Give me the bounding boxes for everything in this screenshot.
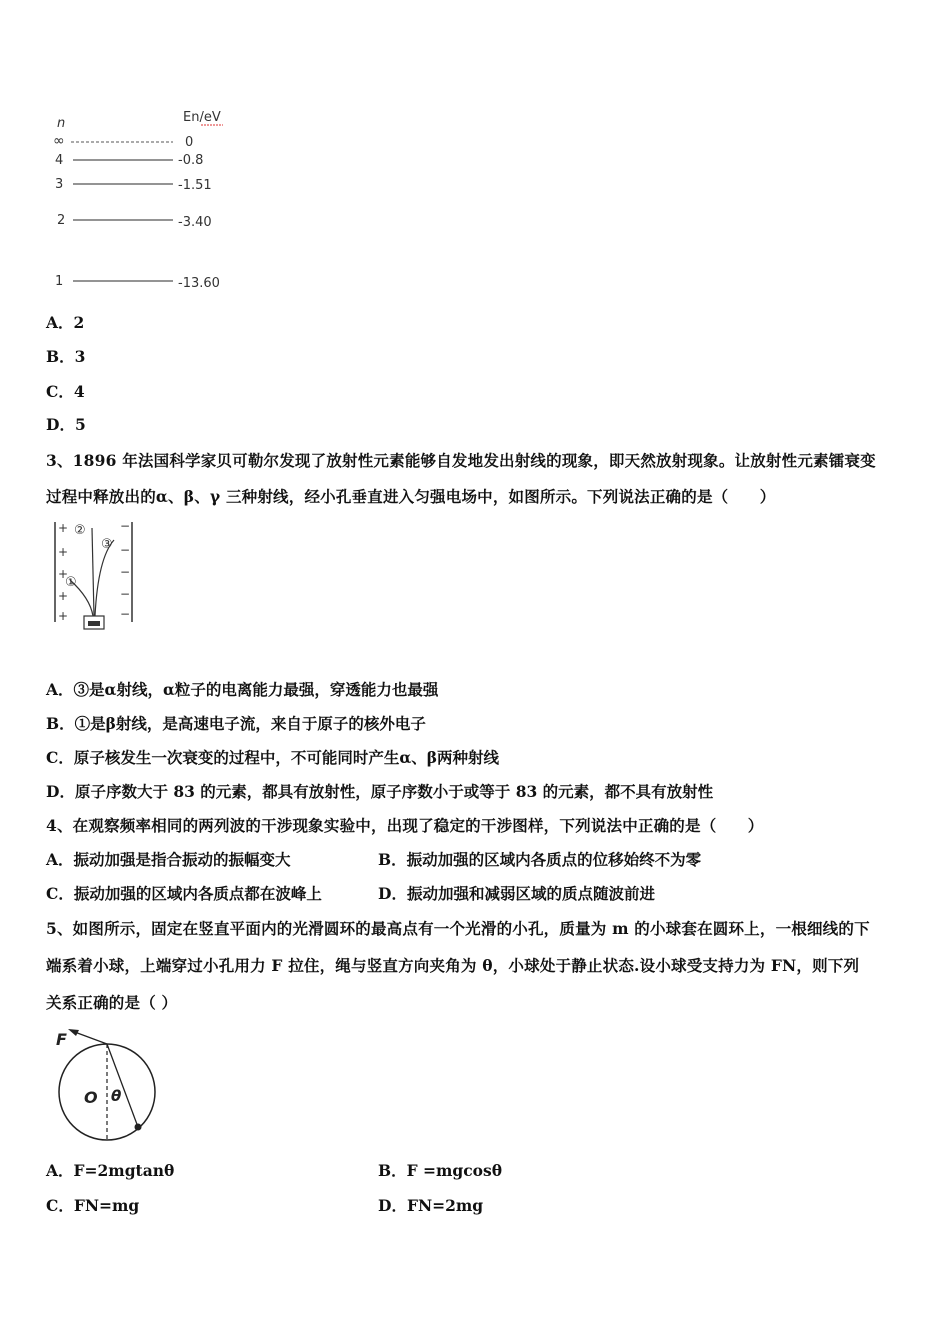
energy-axis-label: En/eV (183, 110, 221, 125)
plus-sign: + (58, 567, 69, 581)
q4-option-c: C．振动加强的区域内各质点都在波峰上 (46, 884, 322, 903)
radiation-field-diagram (48, 518, 140, 640)
plus-sign: + (58, 609, 69, 623)
level-n-4: 4 (55, 153, 64, 168)
minus-sign: − (120, 587, 131, 601)
q5-option-a: A．F=2mgtanθ (46, 1161, 175, 1180)
q2-option-d: D．5 (46, 415, 86, 434)
level-e-3: -1.51 (178, 178, 212, 193)
q2-option-b: B．3 (46, 347, 86, 366)
ray-label-2: ② (74, 523, 86, 538)
minus-sign: − (120, 519, 131, 533)
q5-stem-line3: 关系正确的是（ ） (46, 993, 178, 1012)
minus-sign: − (120, 565, 131, 579)
q5-option-d: D．FN=2mg (378, 1196, 484, 1215)
level-e-4: -0.8 (178, 153, 204, 168)
rope (107, 1044, 138, 1127)
q5-option-b: B．F =mgcosθ (378, 1161, 503, 1180)
q4-option-a: A．振动加强是指合振动的振幅变大 (46, 850, 291, 869)
q5-stem-line1: 5、如图所示，固定在竖直平面内的光滑圆环的最高点有一个光滑的小孔，质量为 m 的小球套在圆环上，一根细线的下 (46, 919, 870, 938)
ray-label-1: ① (65, 575, 77, 590)
minus-sign: − (120, 543, 131, 557)
q2-option-c: C．4 (46, 382, 85, 401)
q4-stem: 4、在观察频率相同的两列波的干涉现象实验中，出现了稳定的干涉图样，下列说法中正确的是（ ） (46, 816, 764, 835)
q3-option-a: A．③是α射线，α粒子的电离能力最强，穿透能力也最强 (46, 680, 439, 699)
source-material (88, 621, 100, 626)
q3-option-d: D．原子序数大于 83 的元素，都具有放射性，原子序数小于或等于 83 的元素，都不具有放射性 (46, 782, 714, 801)
level-n-1: 1 (55, 274, 64, 289)
level-n-2: 2 (57, 213, 66, 228)
q4-option-b: B．振动加强的区域内各质点的位移始终不为零 (378, 850, 702, 869)
ray-path-2 (92, 528, 94, 616)
q2-option-a: A．2 (46, 313, 85, 332)
plus-sign: + (58, 589, 69, 603)
ball (135, 1124, 142, 1131)
plus-sign: + (58, 545, 69, 559)
q3-stem-line1: 3、1896 年法国科学家贝可勒尔发现了放射性元素能够自发地发出射线的现象，即天然放射现象。让放射性元素镭衰变 (46, 451, 876, 470)
q5-option-c: C．FN=mg (46, 1196, 140, 1215)
q3-option-c: C．原子核发生一次衰变的过程中，不可能同时产生α、β两种射线 (46, 748, 500, 767)
minus-sign: − (120, 607, 131, 621)
plus-sign: + (58, 521, 69, 535)
force-arrowhead (68, 1029, 79, 1036)
level-e-inf: 0 (185, 135, 194, 150)
level-n-3: 3 (55, 177, 64, 192)
level-e-2: -3.40 (178, 215, 212, 230)
energy-level-diagram (45, 105, 245, 295)
q4-option-d: D．振动加强和减弱区域的质点随波前进 (378, 884, 655, 903)
level-n-inf: ∞ (53, 133, 65, 149)
q5-stem-line2: 端系着小球，上端穿过小孔用力 F 拉住，绳与竖直方向夹角为 θ，小球处于静止状态.设小球受支持力为 FN，则下列 (46, 956, 860, 975)
level-e-1: -13.60 (178, 276, 220, 291)
ring-diagram (50, 1025, 162, 1145)
ray-label-3: ③ (101, 537, 113, 552)
force-label: F (56, 1030, 67, 1049)
center-label: O (84, 1088, 98, 1107)
angle-label: θ (111, 1087, 122, 1105)
q3-option-b: B．①是β射线，是高速电子流，来自于原子的核外电子 (46, 714, 426, 733)
n-axis-label: n (57, 116, 66, 131)
q3-stem-line2: 过程中释放出的α、β、γ 三种射线，经小孔垂直进入匀强电场中，如图所示。下列说法正确的是（ ） (46, 487, 776, 506)
